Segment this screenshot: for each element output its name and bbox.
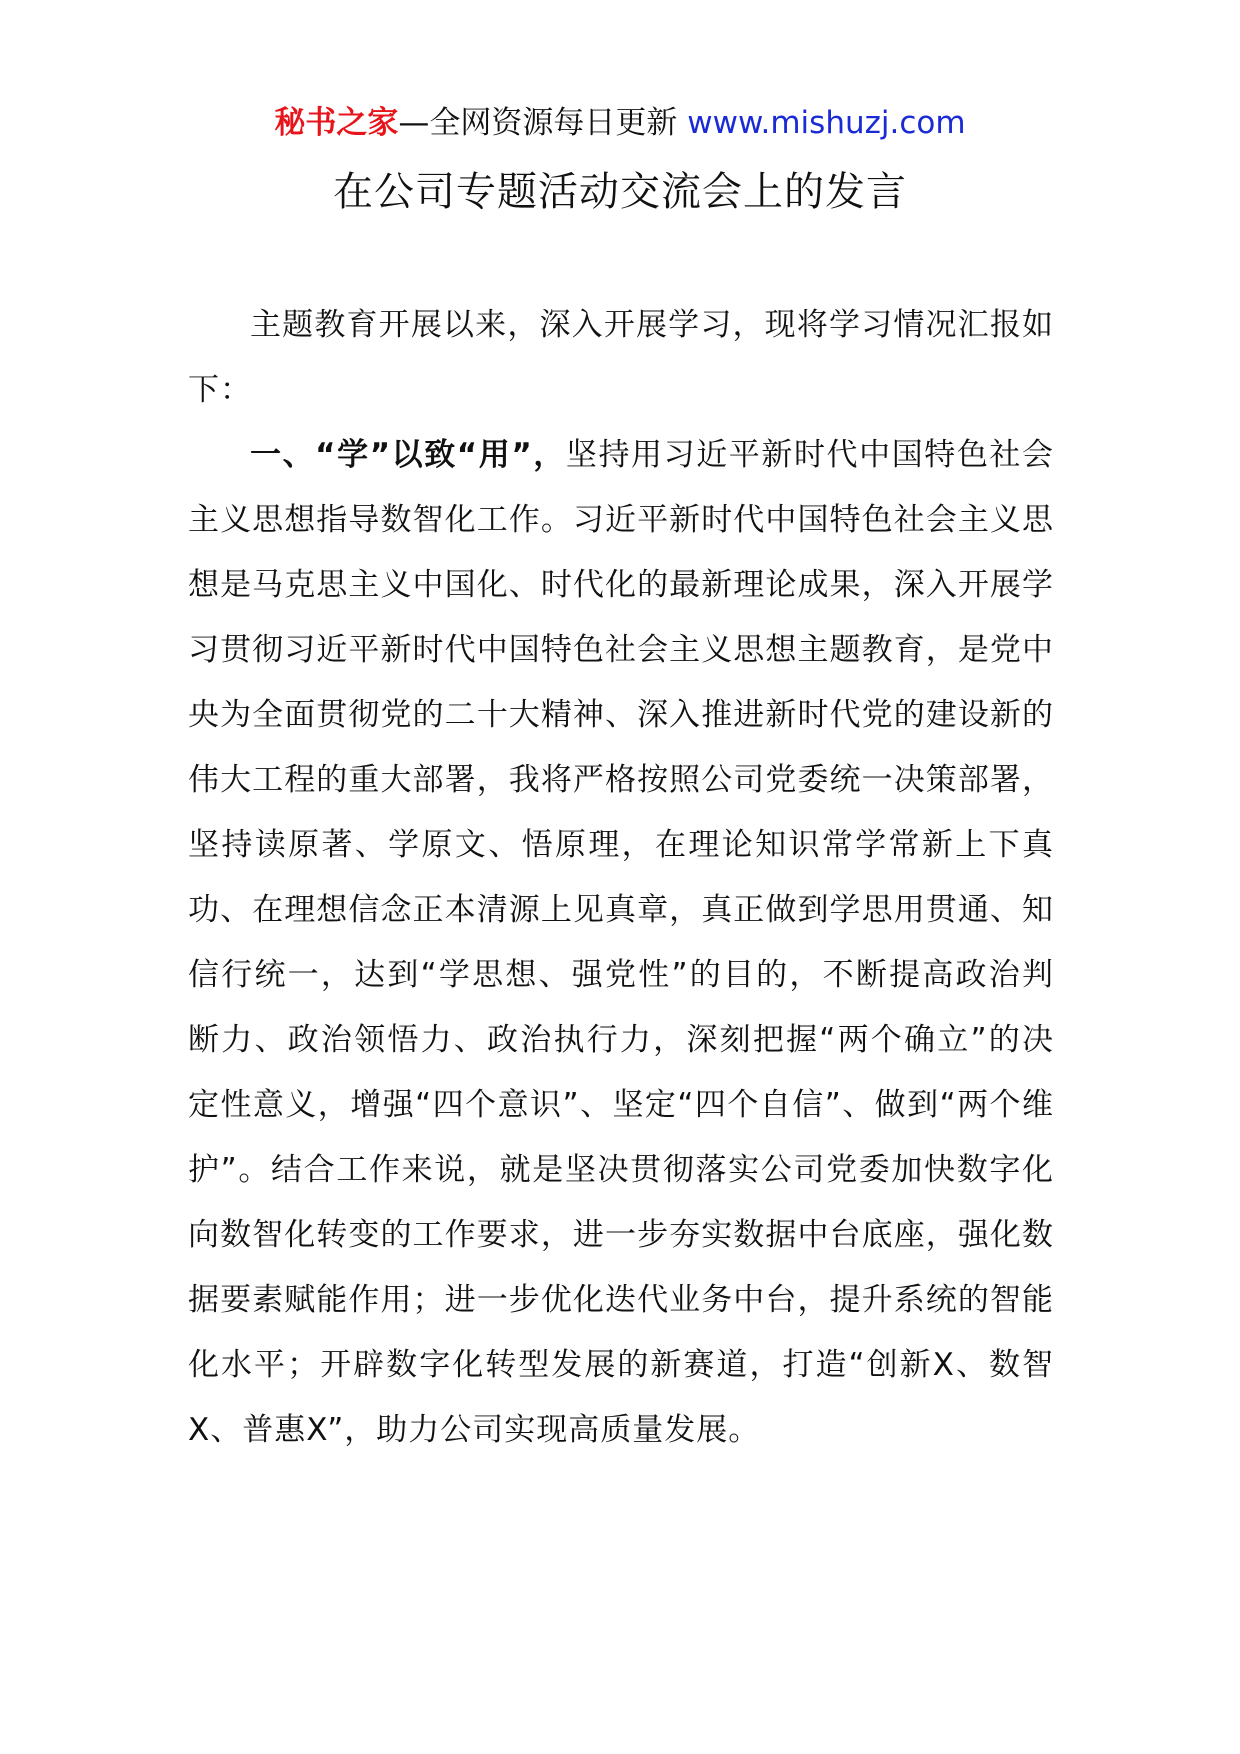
section-1-body: 坚持用习近平新时代中国特色社会主义思想指导数智化工作。习近平新时代中国特色社会主义思想是马克思主义中国化、时代化的最新理论成果，深入开展学习贯彻习近平新时代中国特色社会主义思想主题教育，是党中央为全面贯彻党的二十大精神、深入推进新时代党的建设新的伟大工程的重大部署，我将严格按照公司党委统一决策部署，坚持读原著、学原文、悟原理，在理论知识常学常新上下真功、在理想信念正本清源上见真章，真正做到学思用贯通、知信行统一，达到“学思想、强党性”的目的，不断提高政治判断力、政治领悟力、政治执行力，深刻把握“两个确立”的决定性意义，增强“四个意识”、坚定“四个自信”、做到“两个维护”。结合工作来说，就是坚决贯彻落实公司党委加快数字化向数智化转变的工作要求，进一步夯实数据中台底座，强化数据要素赋能作用；进一步优化迭代业务中台，提升系统的智能化水平；开辟数字化转型发展的新赛道，打造“创新X、数智X、普惠X”，助力公司实现高质量发展。 (188, 437, 1055, 1448)
document-title: 在公司专题活动交流会上的发言 (333, 169, 907, 215)
intro-paragraph: 主题教育开展以来，深入开展学习，现将学习情况汇报如下： (188, 307, 1054, 408)
section-1-heading: 一、“学”以致“用”， (250, 437, 566, 473)
header-tagline: —全网资源每日更新 (398, 105, 678, 141)
document-body (188, 293, 1054, 1463)
section-1-paragraph (188, 423, 1054, 1463)
page-header (0, 100, 1240, 146)
brand-name: 秘书之家 (274, 105, 399, 141)
website-link[interactable]: www.mishuzj.com (687, 105, 966, 141)
